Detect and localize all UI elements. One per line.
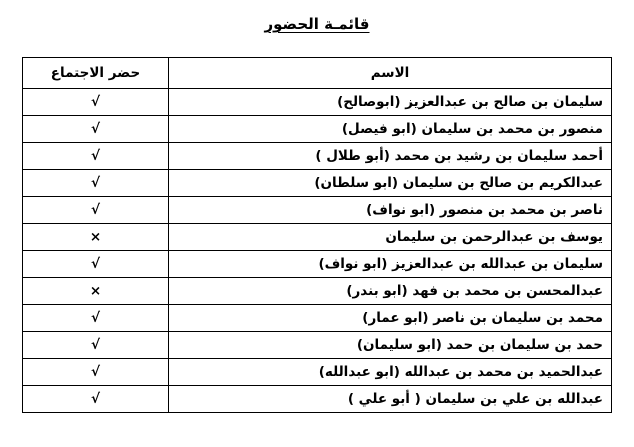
name-column-header: الاسم bbox=[169, 58, 612, 89]
table-row bbox=[23, 89, 612, 116]
member-name-cell: ناصر بن محمد بن منصور (ابو نواف) bbox=[169, 197, 612, 224]
present-checkmark: √ bbox=[23, 359, 169, 386]
member-name-cell: عبدالحميد بن محمد بن عبدالله (ابو عبدالله) bbox=[169, 359, 612, 386]
table-row bbox=[23, 143, 612, 170]
table-row bbox=[23, 359, 612, 386]
member-name-cell: سليمان بن عبدالله بن عبدالعزيز (ابو نواف) bbox=[169, 251, 612, 278]
member-name-cell: عبدالمحسن بن محمد بن فهد (ابو بندر) bbox=[169, 278, 612, 305]
present-checkmark: √ bbox=[23, 332, 169, 359]
present-checkmark: √ bbox=[23, 386, 169, 413]
absent-mark: × bbox=[23, 278, 169, 305]
attendance-table bbox=[22, 57, 612, 413]
table-row bbox=[23, 278, 612, 305]
page-title-text: قائمـة الحضور bbox=[264, 15, 370, 33]
table-row bbox=[23, 386, 612, 413]
table-row bbox=[23, 116, 612, 143]
present-checkmark: √ bbox=[23, 116, 169, 143]
present-checkmark: √ bbox=[23, 143, 169, 170]
member-name-cell: يوسف بن عبدالرحمن بن سليمان bbox=[169, 224, 612, 251]
member-name-cell: أحمد سليمان بن رشيد بن محمد (أبو طلال ) bbox=[169, 143, 612, 170]
present-checkmark: √ bbox=[23, 170, 169, 197]
table-header-row bbox=[23, 58, 612, 89]
member-name-cell: منصور بن محمد بن سليمان (ابو فيصل) bbox=[169, 116, 612, 143]
present-checkmark: √ bbox=[23, 305, 169, 332]
attendance-column-header: حضر الاجتماع bbox=[23, 58, 169, 89]
member-name-cell: محمد بن سليمان بن ناصر (ابو عمار) bbox=[169, 305, 612, 332]
table-row bbox=[23, 251, 612, 278]
member-name-cell: عبدالكريم بن صالح بن سليمان (ابو سلطان) bbox=[169, 170, 612, 197]
member-name-cell: سليمان بن صالح بن عبدالعزيز (ابوصالح) bbox=[169, 89, 612, 116]
member-name-cell: حمد بن سليمان بن حمد (ابو سليمان) bbox=[169, 332, 612, 359]
table-row bbox=[23, 197, 612, 224]
table-row bbox=[23, 224, 612, 251]
member-name-cell: عبدالله بن علي بن سليمان ( أبو علي ) bbox=[169, 386, 612, 413]
present-checkmark: √ bbox=[23, 197, 169, 224]
present-checkmark: √ bbox=[23, 89, 169, 116]
table-body bbox=[23, 89, 612, 413]
table-row bbox=[23, 332, 612, 359]
table-row bbox=[23, 305, 612, 332]
table-row bbox=[23, 170, 612, 197]
absent-mark: × bbox=[23, 224, 169, 251]
page-title bbox=[0, 14, 634, 34]
present-checkmark: √ bbox=[23, 251, 169, 278]
